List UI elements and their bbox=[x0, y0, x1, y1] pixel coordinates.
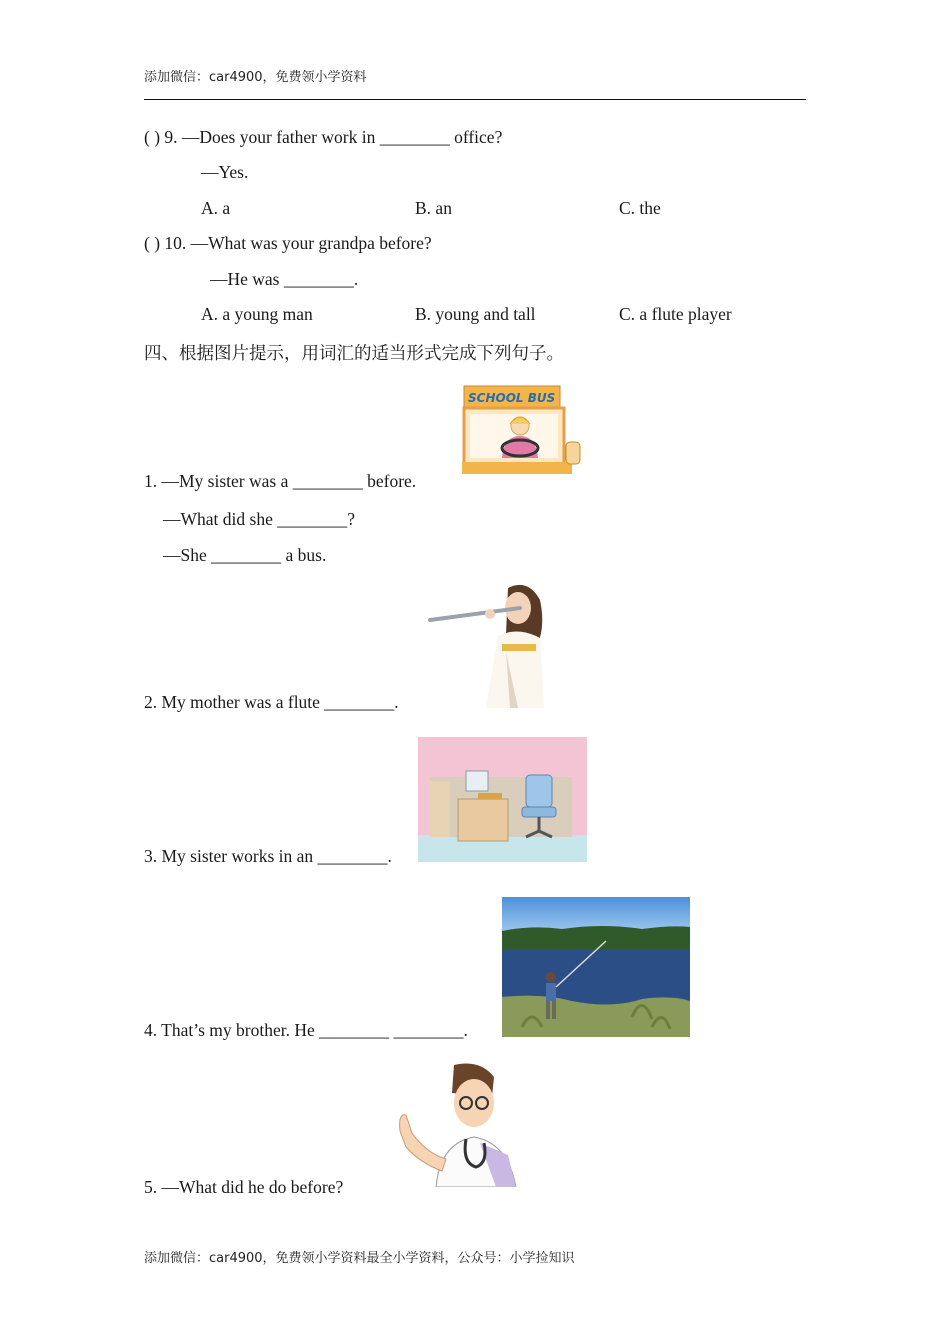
office-image bbox=[418, 737, 587, 862]
item-2-line-1: 2. My mother was a flute ________. bbox=[144, 692, 399, 712]
page-header: 添加微信：car4900，免费领小学资料 bbox=[144, 70, 367, 85]
q10-reply: —He was ________. bbox=[210, 269, 359, 289]
item-1-line-3: —She ________ a bus. bbox=[163, 545, 327, 565]
fishing-photo bbox=[502, 897, 690, 1037]
q10-option-a: A. a young man bbox=[201, 304, 313, 324]
q9-stem: ( ) 9. —Does your father work in ________ office? bbox=[144, 127, 503, 147]
q9-reply: —Yes. bbox=[201, 162, 249, 182]
school-bus-driver-image bbox=[462, 384, 584, 476]
page-footer: 添加微信：car4900，免费领小学资料最全小学资料，公众号：小学捡知识 bbox=[144, 1251, 575, 1266]
doctor-image bbox=[396, 1063, 520, 1187]
q9-option-a: A. a bbox=[201, 198, 231, 218]
q9-option-c: C. the bbox=[619, 198, 661, 218]
item-1-line-1: 1. —My sister was a ________ before. bbox=[144, 471, 417, 491]
section-4-title: 四、根据图片提示，用词汇的适当形式完成下列句子。 bbox=[144, 344, 564, 364]
item-3-line-1: 3. My sister works in an ________. bbox=[144, 846, 392, 866]
q10-option-c: C. a flute player bbox=[619, 304, 732, 324]
svg-text:SCHOOL BUS: SCHOOL BUS bbox=[468, 391, 556, 405]
flute-player-image bbox=[428, 578, 550, 708]
item-1-line-2: —What did she ________? bbox=[163, 509, 355, 529]
q9-option-b: B. an bbox=[415, 198, 452, 218]
q10-option-b: B. young and tall bbox=[415, 304, 536, 324]
q10-stem: ( ) 10. —What was your grandpa before? bbox=[144, 233, 432, 253]
item-5-line-1: 5. —What did he do before? bbox=[144, 1177, 344, 1197]
item-4-line-1: 4. That’s my brother. He ________ ________. bbox=[144, 1020, 468, 1040]
header-divider bbox=[144, 99, 806, 100]
